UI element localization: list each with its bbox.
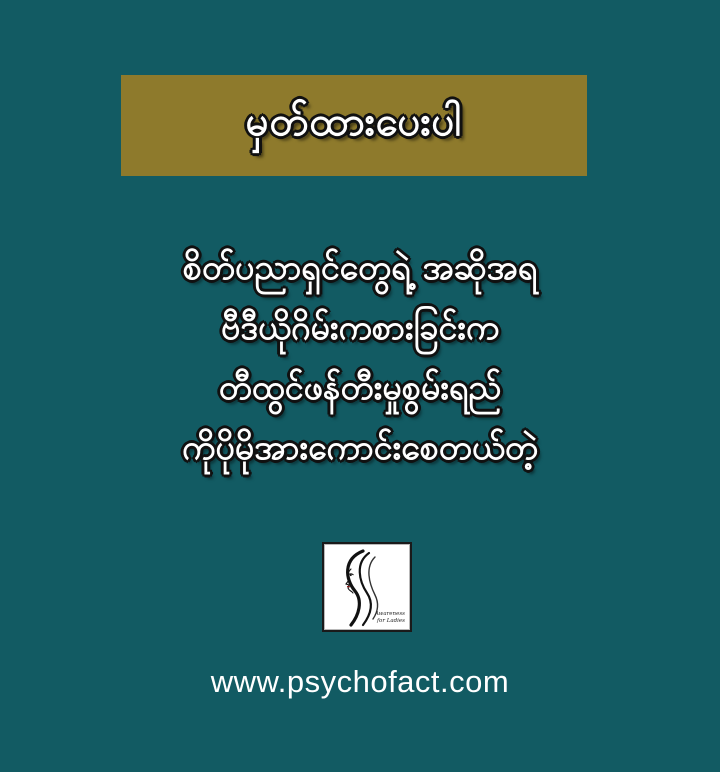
- awareness-logo: [322, 542, 412, 632]
- message-line-2: ဗီဒီယိုဂိမ်းကစားခြင်းက: [220, 308, 500, 348]
- website-url[interactable]: www.psychofact.com: [210, 664, 510, 699]
- logo-caption-line1: Awareness: [374, 611, 405, 617]
- message-line-3: တီထွင်ဖန်တီးမှုစွမ်းရည်: [218, 368, 502, 408]
- message-line-4: ကိုပိုမိုအားကောင်းစေတယ်တဲ့: [182, 428, 538, 468]
- logo-caption: [375, 611, 405, 625]
- logo-frame: [324, 544, 410, 630]
- message-line-1: စိတ်ပညာရှင်တွေရဲ့ အဆိုအရ: [182, 248, 538, 288]
- title-banner: [121, 75, 587, 176]
- page-title: မှတ်ထားပေးပါ: [245, 99, 463, 145]
- logo-caption-line2: for Ladies: [376, 618, 405, 624]
- message-block: [0, 238, 720, 478]
